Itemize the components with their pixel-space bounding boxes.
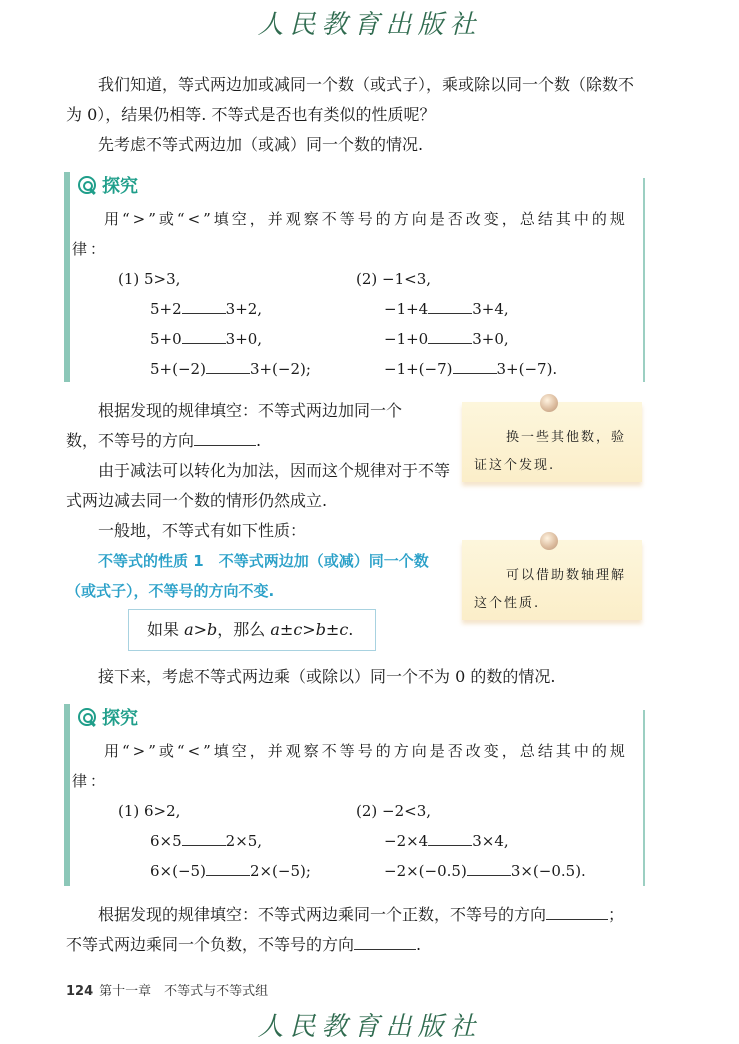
answer-blank[interactable] bbox=[354, 933, 416, 950]
expr-left: −1+0 bbox=[384, 330, 429, 348]
ex2-col2-row1 bbox=[384, 826, 509, 856]
expr-right: 3+0, bbox=[472, 330, 509, 348]
explore-title: 探究 bbox=[102, 708, 138, 729]
transition-paragraph: 接下来，考虑不等式两边乘（或除以）同一个不为 0 的数的情况. bbox=[98, 667, 556, 686]
expr-left: 6×5 bbox=[150, 832, 182, 850]
sticky-note-text: 换一些其他数，验证这个发现. bbox=[474, 430, 627, 473]
period: . bbox=[416, 935, 422, 954]
expr-right: 2×(−5); bbox=[249, 862, 311, 880]
answer-blank[interactable] bbox=[206, 357, 250, 374]
answer-blank[interactable] bbox=[428, 829, 472, 846]
explore-box-2 bbox=[64, 704, 645, 886]
answer-blank[interactable] bbox=[453, 357, 497, 374]
rule1-line2-text: 数，不等号的方向 bbox=[66, 431, 195, 450]
expr-right: 3×4, bbox=[472, 832, 509, 850]
ex1-col1-row3 bbox=[150, 354, 311, 384]
ex1-col2-row0: (2) −1<3, bbox=[356, 270, 432, 288]
ex1-col2-row1 bbox=[384, 294, 509, 324]
answer-blank[interactable] bbox=[467, 859, 511, 876]
ex1-col2-row2 bbox=[384, 324, 509, 354]
expr-left: 5+(−2) bbox=[150, 360, 206, 378]
property-label: 不等式的性质 1 bbox=[98, 552, 204, 570]
expr-right: 3+(−2); bbox=[249, 360, 311, 378]
ex2-col2-row0: (2) −2<3, bbox=[356, 802, 432, 820]
answer-blank[interactable] bbox=[194, 429, 256, 446]
chapter-title: 第十一章 不等式与不等式组 bbox=[99, 984, 269, 999]
semicolon: ； bbox=[608, 905, 625, 924]
sticky-note-1 bbox=[462, 402, 642, 482]
period: . bbox=[256, 431, 262, 450]
property-1 bbox=[66, 546, 456, 606]
sticky-note-text: 可以借助数轴理解这个性质. bbox=[474, 568, 627, 611]
explore-heading bbox=[78, 172, 138, 198]
page-footer bbox=[66, 980, 268, 999]
expr-right: 3+(−7). bbox=[496, 360, 558, 378]
expr-right: 3×(−0.5). bbox=[510, 862, 586, 880]
ex2-col1-row2 bbox=[150, 856, 311, 886]
explore-heading bbox=[78, 704, 138, 730]
expr-left: 5+0 bbox=[150, 330, 182, 348]
rule1-line2 bbox=[66, 426, 456, 456]
pin-icon bbox=[540, 394, 558, 412]
ex2-col1-row1 bbox=[150, 826, 262, 856]
rule2-line2-text: 不等式两边乘同一个负数，不等号的方向 bbox=[66, 935, 355, 954]
expr-right: 3+0, bbox=[225, 330, 263, 348]
rule2-line1-text: 根据发现的规律填空：不等式两边乘同一个正数，不等号的方向 bbox=[98, 905, 547, 924]
magnifier-icon bbox=[78, 708, 96, 726]
explore-box-1 bbox=[64, 172, 645, 382]
publisher-logo-bottom: 人民教育出版社 bbox=[257, 1012, 482, 1042]
page-number: 124 bbox=[66, 984, 94, 999]
explore-instruction: 用“>”或“<”填空，并观察不等号的方向是否改变，总结其中的规律： bbox=[72, 210, 628, 258]
rule1-subtraction: 由于减法可以转化为加法，因而这个规律对于不等式两边减去同一个数的情形仍然成立. bbox=[66, 461, 451, 510]
ex1-col1-row0: (1) 5>3, bbox=[118, 270, 181, 288]
formula-box bbox=[128, 609, 376, 651]
expr-right: 3+2, bbox=[225, 300, 263, 318]
formula-mid: ，那么 bbox=[217, 620, 271, 639]
intro-paragraph-1: 我们知道，等式两边加或减同一个数（或式子），乘或除以同一个数（除数不为 0），结果仍相等. 不等式是否也有类似的性质呢？ bbox=[66, 75, 635, 124]
answer-blank[interactable] bbox=[182, 327, 226, 344]
answer-blank[interactable] bbox=[182, 829, 226, 846]
ex1-col2-row3 bbox=[384, 354, 557, 384]
explore-box-right-border bbox=[643, 710, 645, 886]
rule2-line2 bbox=[66, 930, 666, 960]
formula-result: a±c>b±c bbox=[270, 620, 349, 639]
ex2-col1-row0: (1) 6>2, bbox=[118, 802, 181, 820]
ex1-col1-row2 bbox=[150, 324, 262, 354]
expr-right: 3+4, bbox=[472, 300, 509, 318]
ex1-col1-row1 bbox=[150, 294, 262, 324]
answer-blank[interactable] bbox=[428, 327, 472, 344]
answer-blank[interactable] bbox=[546, 903, 608, 920]
explore-box-right-border bbox=[643, 178, 645, 382]
pin-icon bbox=[540, 532, 558, 550]
property-text: 不等式两边加（或减）同一个数（或式子），不等号的方向不变. bbox=[66, 552, 429, 600]
formula-end: . bbox=[348, 620, 354, 639]
magnifier-icon bbox=[78, 176, 96, 194]
intro-paragraph-2: 先考虑不等式两边加（或减）同一个数的情况. bbox=[98, 135, 424, 154]
explore-instruction: 用“>”或“<”填空，并观察不等号的方向是否改变，总结其中的规律： bbox=[72, 742, 628, 790]
expr-left: −1+4 bbox=[384, 300, 429, 318]
general-statement: 一般地，不等式有如下性质： bbox=[98, 521, 307, 540]
expr-left: −2×(−0.5) bbox=[384, 862, 467, 880]
answer-blank[interactable] bbox=[206, 859, 250, 876]
expr-left: 5+2 bbox=[150, 300, 182, 318]
explore-title: 探究 bbox=[102, 176, 138, 197]
sticky-note-2 bbox=[462, 540, 642, 620]
publisher-logo-top: 人民教育出版社 bbox=[257, 10, 482, 40]
answer-blank[interactable] bbox=[182, 297, 226, 314]
formula-pre: 如果 bbox=[147, 620, 185, 639]
rule2-line1 bbox=[66, 900, 666, 930]
formula-condition: a>b bbox=[184, 620, 218, 639]
expr-left: −1+(−7) bbox=[384, 360, 453, 378]
expr-left: −2×4 bbox=[384, 832, 429, 850]
ex2-col2-row2 bbox=[384, 856, 586, 886]
rule1-line1: 根据发现的规律填空：不等式两边加同一个 bbox=[98, 401, 403, 420]
expr-left: 6×(−5) bbox=[150, 862, 206, 880]
answer-blank[interactable] bbox=[428, 297, 472, 314]
expr-right: 2×5, bbox=[225, 832, 263, 850]
